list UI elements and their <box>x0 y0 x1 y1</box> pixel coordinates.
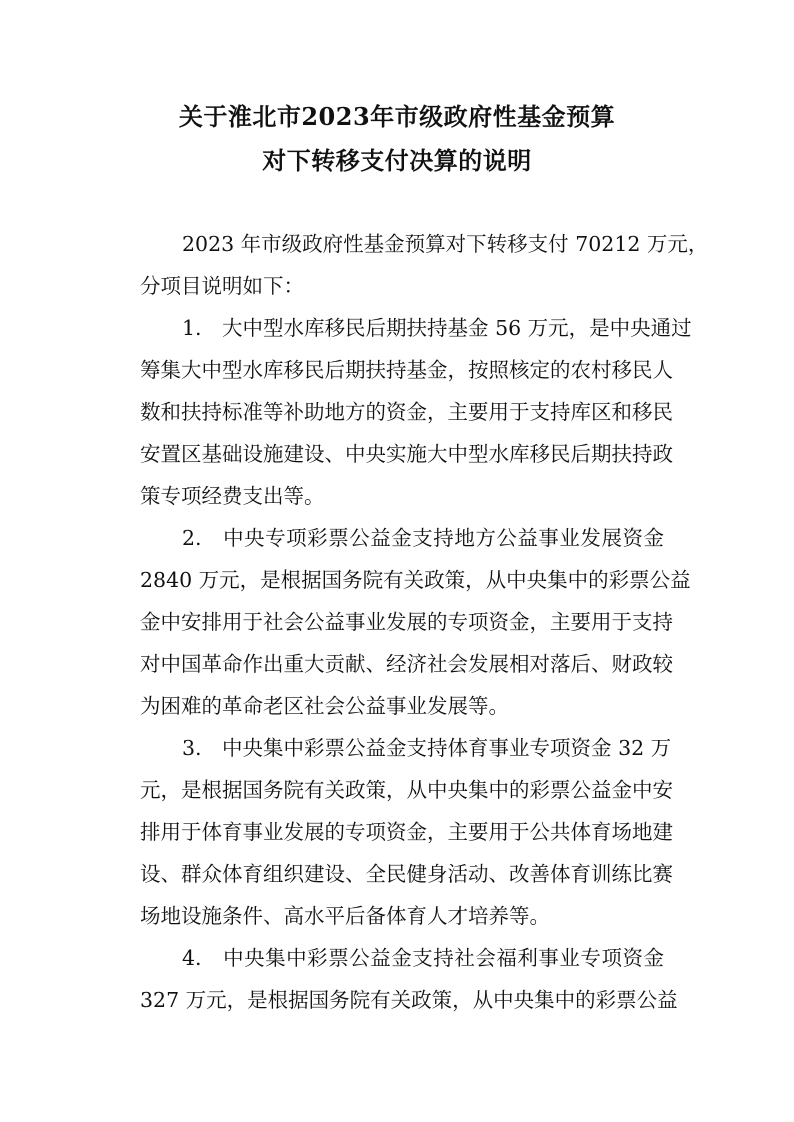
item-4-line-2: 327 万元，是根据国务院有关政策，从中央集中的彩票公益 <box>140 988 678 1012</box>
document-title-line-1: 关于淮北市2023年市级政府性基金预算 <box>178 102 616 131</box>
item-3-line-4: 设、群众体育组织建设、全民健身活动、改善体育训练比赛 <box>140 862 673 886</box>
item-1-line-2: 筹集大中型水库移民后期扶持基金，按照核定的农村移民人 <box>140 358 673 382</box>
item-3-line-2: 元，是根据国务院有关政策，从中央集中的彩票公益金中安 <box>140 778 673 802</box>
item-4-line-1: 4. 中央集中彩票公益金支持社会福利事业专项资金 <box>182 946 664 970</box>
item-2-line-2: 2840 万元，是根据国务院有关政策，从中央集中的彩票公益 <box>140 568 691 592</box>
item-2-line-3: 金中安排用于社会公益事业发展的专项资金，主要用于支持 <box>140 610 673 634</box>
item-3-line-5: 场地设施条件、高水平后备体育人才培养等。 <box>140 904 550 928</box>
item-2-line-1: 2. 中央专项彩票公益金支持地方公益事业发展资金 <box>182 526 664 550</box>
item-2-line-5: 为困难的革命老区社会公益事业发展等。 <box>140 694 509 718</box>
document-title-line-2: 对下转移支付决算的说明 <box>262 146 532 175</box>
item-2-line-4: 对中国革命作出重大贡献、经济社会发展相对落后、财政较 <box>140 652 673 676</box>
item-1-line-4: 安置区基础设施建设、中央实施大中型水库移民后期扶持政 <box>140 442 673 466</box>
item-3-line-1: 3. 中央集中彩票公益金支持体育事业专项资金 32 万 <box>182 736 672 760</box>
item-3-line-3: 排用于体育事业发展的专项资金，主要用于公共体育场地建 <box>140 820 673 844</box>
item-1-line-5: 策专项经费支出等。 <box>140 484 325 508</box>
item-1-line-1: 1. 大中型水库移民后期扶持基金 56 万元，是中央通过 <box>182 316 692 340</box>
paragraph-intro-line-1: 2023 年市级政府性基金预算对下转移支付 70212 万元， <box>182 232 709 256</box>
paragraph-intro-line-2: 分项目说明如下： <box>140 274 304 298</box>
item-1-line-3: 数和扶持标准等补助地方的资金，主要用于支持库区和移民 <box>140 400 673 424</box>
